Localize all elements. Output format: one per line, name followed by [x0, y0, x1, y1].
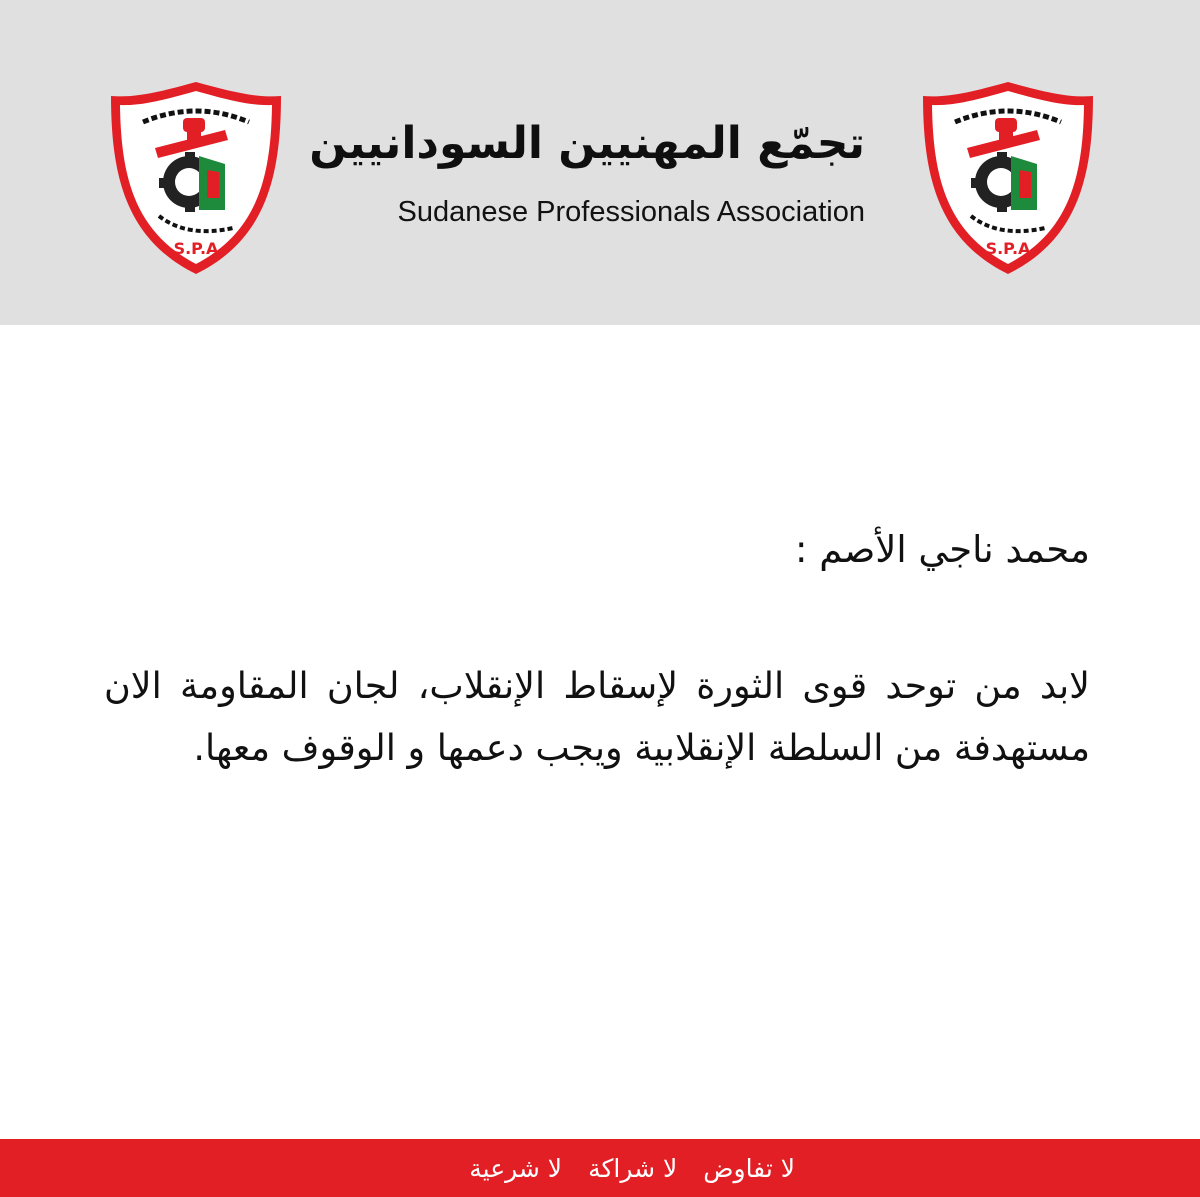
footer-slogans	[469, 1150, 795, 1188]
statement-author: محمد ناجي الأصم :	[795, 528, 1090, 571]
org-name-arabic: تجمّع المهنيين السودانيين	[309, 118, 865, 169]
org-name-english: Sudanese Professionals Association	[397, 196, 865, 228]
spa-shield-logo-icon	[107, 78, 285, 278]
slogan-no-legitimacy: لا شرعية	[469, 1154, 563, 1183]
spa-shield-logo-icon	[919, 78, 1097, 278]
slogan-no-partnership: لا شراكة	[588, 1154, 678, 1183]
header-banner	[0, 0, 1200, 325]
slogan-no-negotiation: لا تفاوض	[703, 1154, 795, 1183]
statement-quote: لابد من توحد قوى الثورة لإسقاط الإنقلاب، لجان المقاومة الان مستهدفة من السلطة الإنقلابية ويجب دعمها و الوقوف معها.	[104, 664, 1090, 769]
